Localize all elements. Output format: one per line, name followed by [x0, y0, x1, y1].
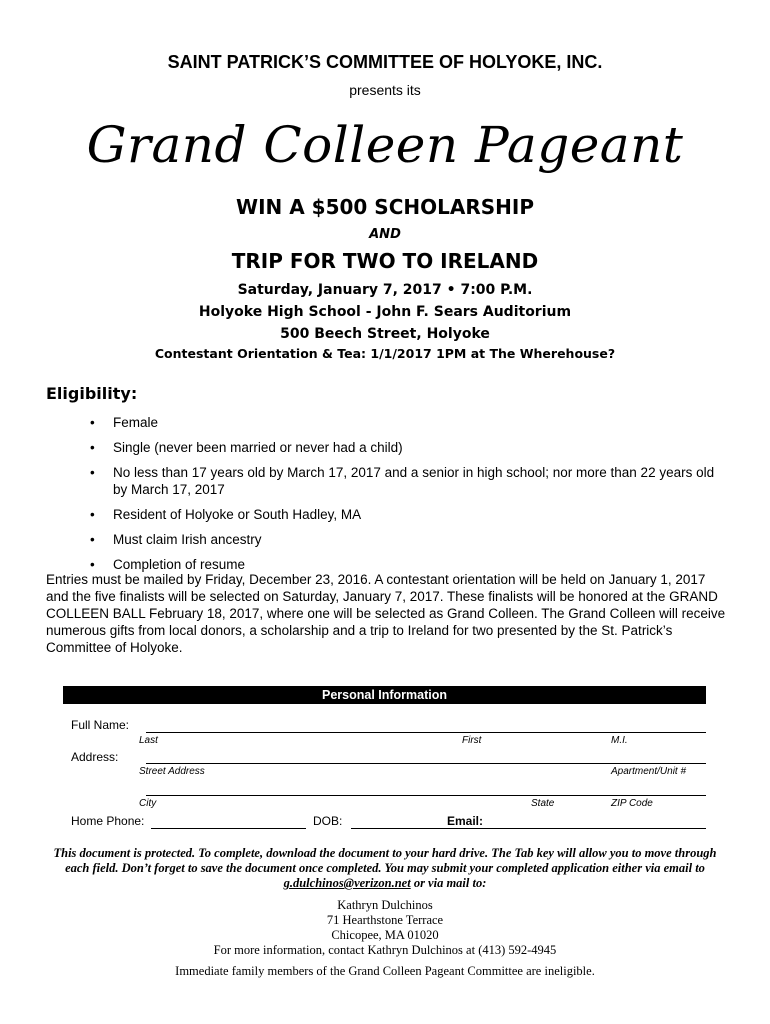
- list-item: [90, 414, 723, 431]
- city-state-zip-field[interactable]: [146, 795, 706, 796]
- state-caption: State: [531, 798, 555, 809]
- email-link[interactable]: g.dulchinos@verizon.net: [283, 876, 411, 890]
- bullet-icon: •: [90, 440, 95, 455]
- event-address: 500 Beech Street, Holyoke: [280, 326, 490, 342]
- scholarship-heading: WIN A $500 SCHOLARSHIP: [236, 195, 534, 219]
- mailing-city: Chicopee, MA 01020: [331, 928, 439, 942]
- entries-paragraph: Entries must be mailed by Friday, December 23, 2016. A contestant orientation will be held on January 1, 2017 and the five finalists will be selected on Saturday, January 7, 2017. These finalists will be honored at the GRAND COLLEEN BALL February 18, 2017, where one will be selected as Grand Colleen. The Grand Colleen will receive numerous gifts from local donors, a scholarship and a trip to Ireland for two presented by the St. Patrick’s Committee of Holyoke.: [46, 572, 726, 655]
- list-item: [90, 506, 723, 523]
- mailing-name: Kathryn Dulchinos: [337, 898, 433, 912]
- address-label: Address:: [71, 750, 119, 764]
- street-address-field[interactable]: [146, 763, 706, 764]
- ineligibility-note: Immediate family members of the Grand Colleen Pageant Committee are ineligible.: [175, 964, 595, 978]
- and-text: AND: [369, 227, 401, 242]
- full-name-label: Full Name:: [71, 718, 130, 732]
- list-item: [90, 464, 723, 498]
- eligibility-list: [90, 414, 723, 581]
- orientation-line: Contestant Orientation & Tea: 1/1/2017 1PM at The Wherehouse?: [154, 346, 616, 361]
- home-phone-label: Home Phone:: [71, 814, 145, 828]
- submission-notice: [40, 846, 730, 891]
- bullet-icon: •: [90, 507, 95, 522]
- pageant-title: Grand Colleen Pageant: [86, 116, 684, 174]
- bullet-icon: •: [90, 532, 95, 547]
- dob-label: DOB:: [313, 814, 343, 828]
- eligibility-item: Single (never been married or never had a child): [113, 440, 403, 455]
- city-caption: City: [139, 798, 157, 809]
- bullet-icon: •: [90, 557, 95, 572]
- last-name-caption: Last: [139, 735, 158, 746]
- organization-name: SAINT PATRICK’S COMMITTEE OF HOLYOKE, INC.: [167, 52, 603, 72]
- dob-email-field[interactable]: [351, 828, 706, 829]
- mailing-street: 71 Hearthstone Terrace: [326, 913, 444, 927]
- eligibility-item: Resident of Holyoke or South Hadley, MA: [113, 507, 362, 522]
- contact-info: For more information, contact Kathryn Dulchinos at (413) 592-4945: [213, 943, 557, 957]
- notice-text: This document is protected. To complete, download the document to your hard drive. The Tab key will allow you to move through each field. Don’t forget to save the document once completed. You may submit your completed application either via email to: [53, 846, 717, 875]
- presents-text: presents its: [349, 82, 421, 98]
- notice-text-end: or via mail to:: [410, 876, 487, 890]
- eligibility-heading: Eligibility:: [46, 384, 138, 403]
- personal-information-header: Personal Information: [63, 686, 706, 704]
- bullet-icon: •: [90, 415, 95, 430]
- event-date-time: Saturday, January 7, 2017 • 7:00 P.M.: [237, 282, 533, 298]
- apartment-caption: Apartment/Unit #: [611, 766, 687, 777]
- street-address-caption: Street Address: [139, 766, 205, 777]
- bullet-icon: •: [90, 465, 95, 480]
- full-name-field[interactable]: [146, 732, 706, 733]
- home-phone-field[interactable]: [151, 828, 306, 829]
- event-venue: Holyoke High School - John F. Sears Auditorium: [198, 304, 572, 320]
- email-label: Email:: [447, 814, 484, 828]
- list-item: [90, 531, 723, 548]
- zip-caption: ZIP Code: [611, 798, 653, 809]
- first-name-caption: First: [462, 735, 482, 746]
- eligibility-item: Must claim Irish ancestry: [113, 532, 262, 547]
- list-item: [90, 439, 723, 456]
- trip-heading: TRIP FOR TWO TO IRELAND: [231, 249, 539, 273]
- eligibility-item: Female: [113, 415, 159, 430]
- eligibility-item: Completion of resume: [113, 557, 246, 572]
- middle-initial-caption: M.I.: [611, 735, 628, 746]
- eligibility-item: No less than 17 years old by March 17, 2017 and a senior in high school; nor more than 22 years old by March 17, 2017: [113, 465, 715, 497]
